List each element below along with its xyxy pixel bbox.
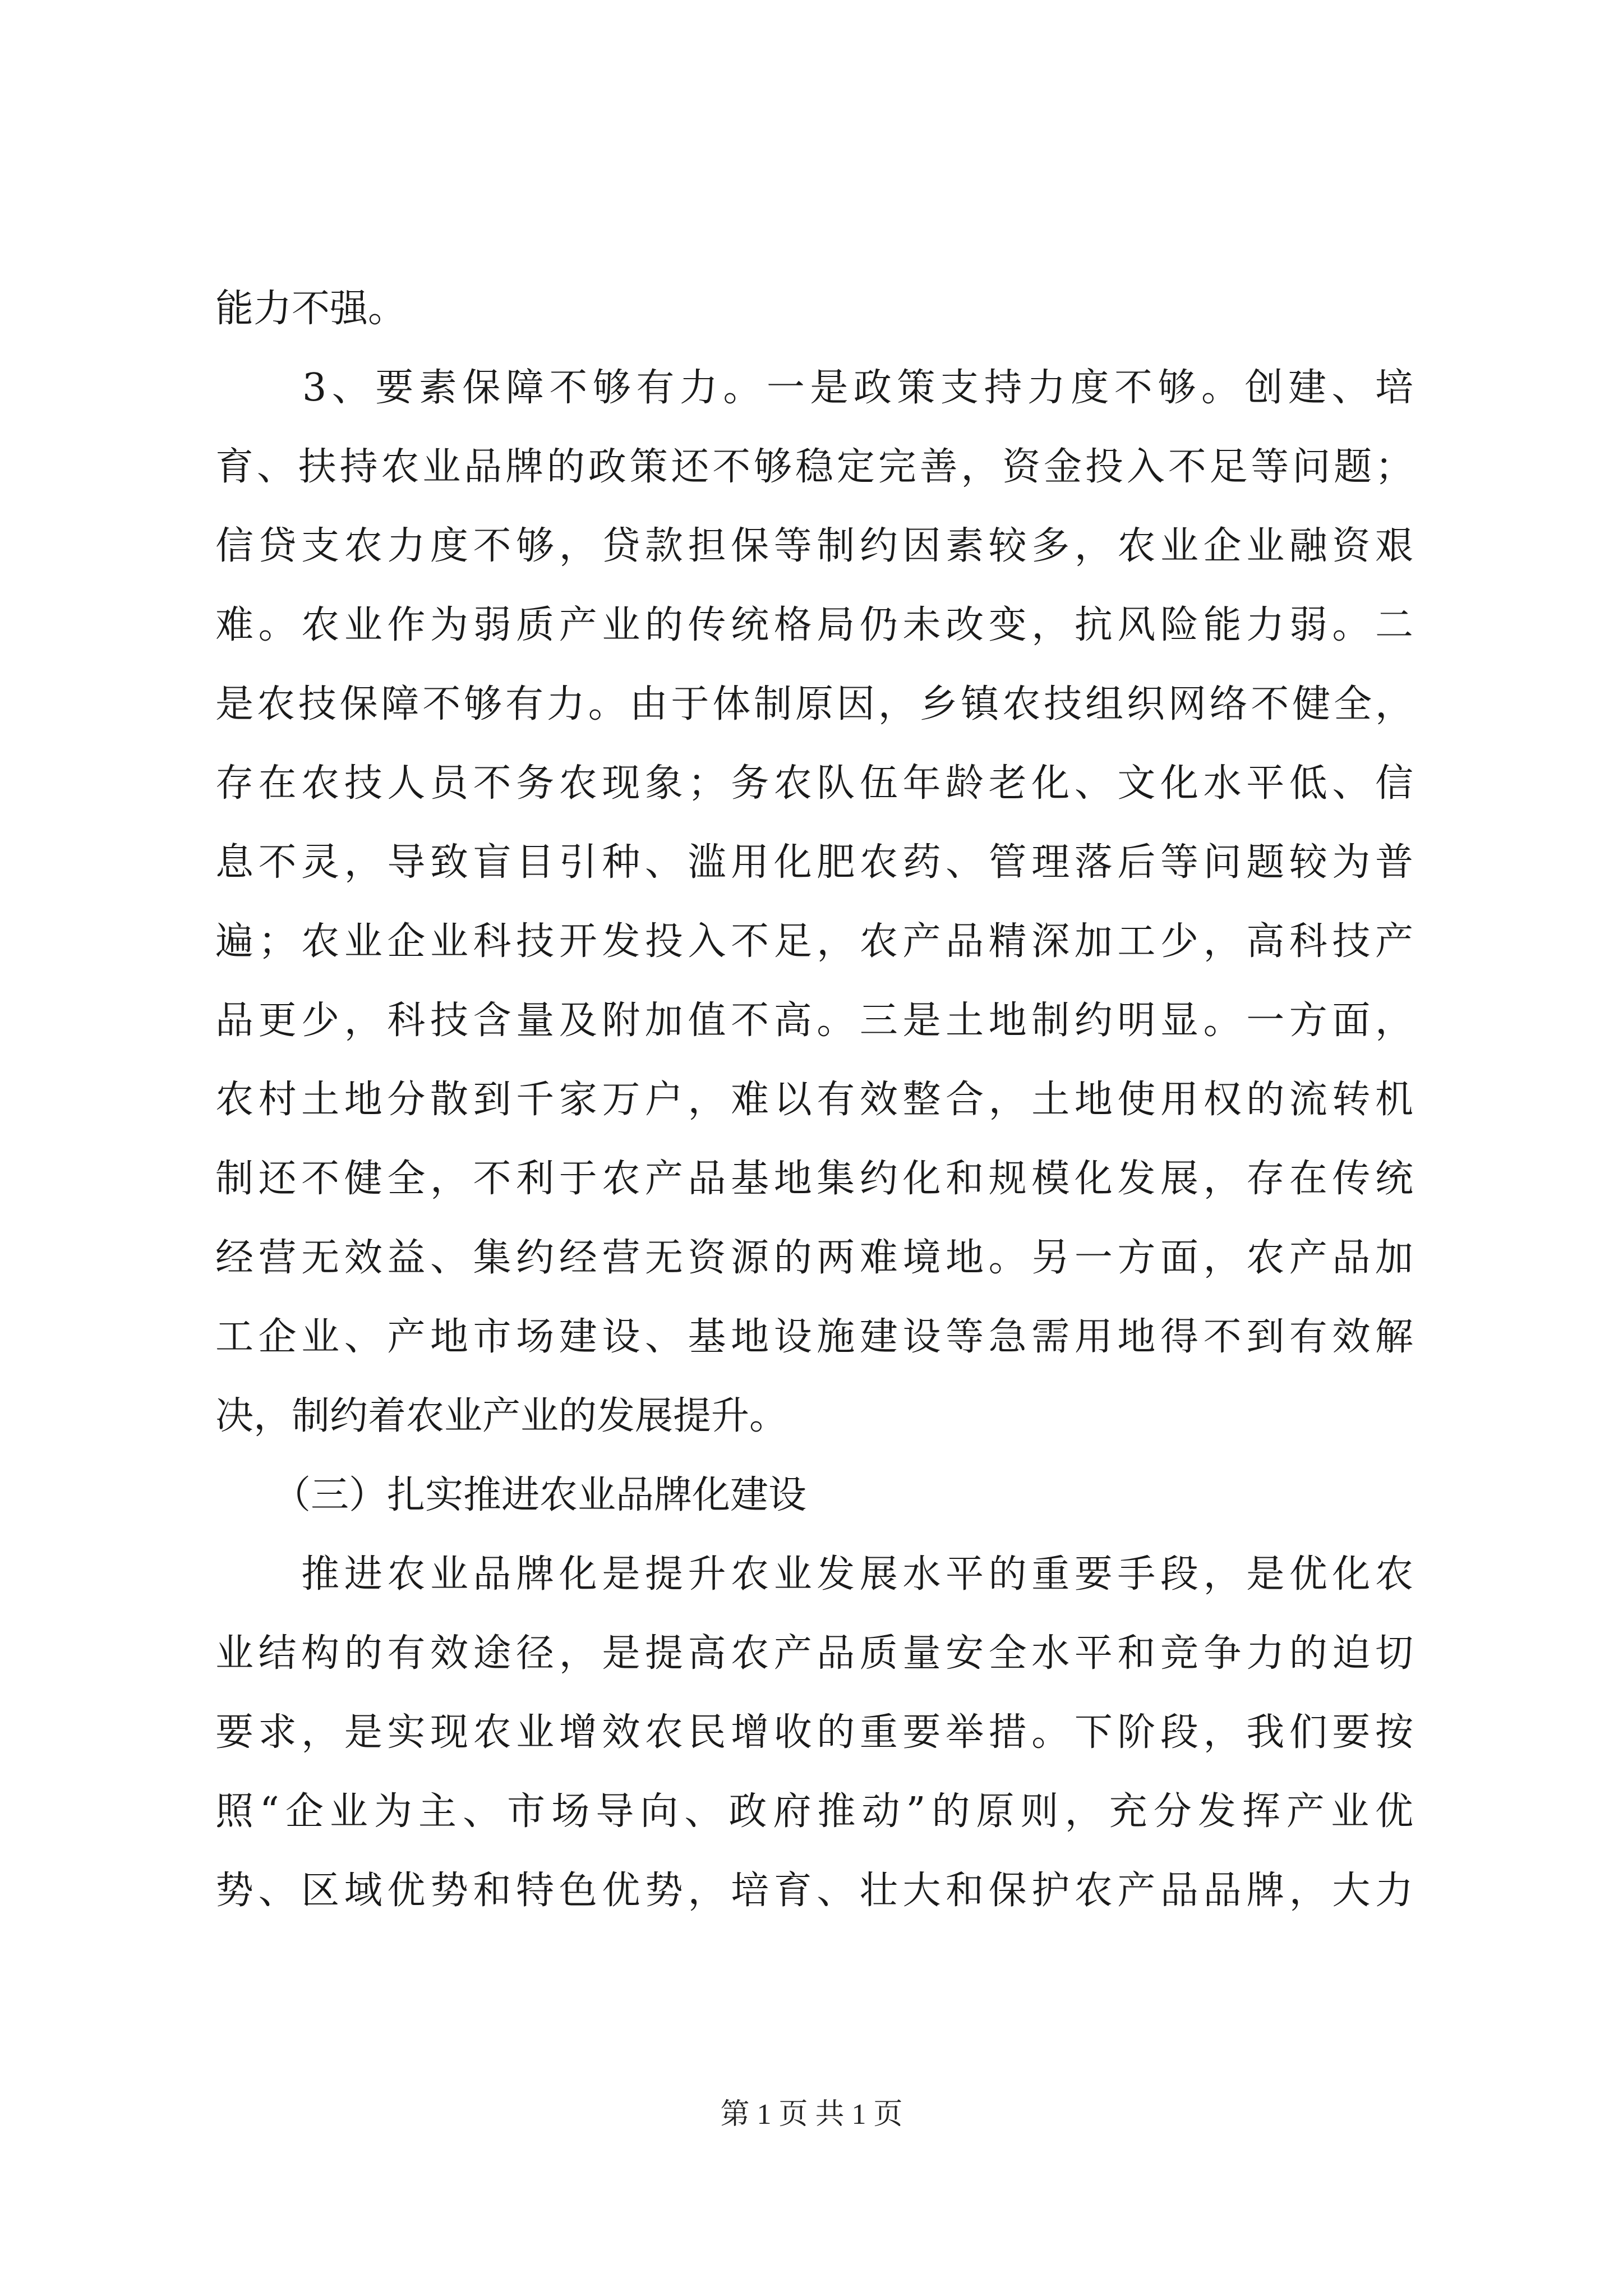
- text-line: 是农技保障不够有力。由于体制原因，乡镇农技组织网络不健全，: [215, 682, 1413, 726]
- text-line: 育、扶持农业品牌的政策还不够稳定完善，资金投入不足等问题；: [215, 445, 1413, 489]
- text-line: 难。农业作为弱质产业的传统格局仍未改变，抗风险能力弱。二: [215, 603, 1413, 647]
- text-line: 品更少，科技含量及附加值不高。三是土地制约明显。一方面，: [215, 999, 1413, 1043]
- body-text: [215, 269, 1413, 1930]
- text-line: 息不灵，导致盲目引种、滥用化肥农药、管理落后等问题较为普: [215, 840, 1413, 885]
- text-line: 照“企业为主、市场导向、政府推动”的原则，充分发挥产业优: [215, 1789, 1413, 1834]
- text-line: 要求，是实现农业增效农民增收的重要举措。下阶段，我们要按: [215, 1710, 1413, 1755]
- text-line: 势、区域优势和特色优势，培育、壮大和保护农产品品牌，大力: [215, 1869, 1413, 1913]
- text-line: 信贷支农力度不够，贷款担保等制约因素较多，农业企业融资艰: [215, 524, 1413, 568]
- text-line: 3、要素保障不够有力。一是政策支持力度不够。创建、培: [215, 366, 1413, 410]
- text-line: 业结构的有效途径，是提高农产品质量安全水平和竞争力的迫切: [215, 1631, 1413, 1676]
- text-line: 决，制约着农业产业的发展提升。: [215, 1394, 788, 1438]
- text-line: 能力不强。: [215, 287, 407, 331]
- text-line: 农村土地分散到千家万户，难以有效整合，土地使用权的流转机: [215, 1078, 1413, 1122]
- text-line: 推进农业品牌化是提升农业发展水平的重要手段，是优化农: [215, 1552, 1413, 1596]
- text-line: 工企业、产地市场建设、基地设施建设等急需用地得不到有效解: [215, 1315, 1413, 1359]
- text-line: 存在农技人员不务农现象；务农队伍年龄老化、文化水平低、信: [215, 761, 1413, 806]
- text-line: 经营无效益、集约经营无资源的两难境地。另一方面，农产品加: [215, 1236, 1413, 1280]
- text-line: 遍；农业企业科技开发投入不足，农产品精深加工少，高科技产: [215, 919, 1413, 964]
- page-footer: [0, 2092, 1623, 2137]
- page-number-label: 第 1 页 共 1 页: [720, 2099, 903, 2131]
- section-heading: （三）扎实推进农业品牌化建设: [215, 1473, 807, 1517]
- text-line: 制还不健全，不利于农产品基地集约化和规模化发展，存在传统: [215, 1157, 1413, 1201]
